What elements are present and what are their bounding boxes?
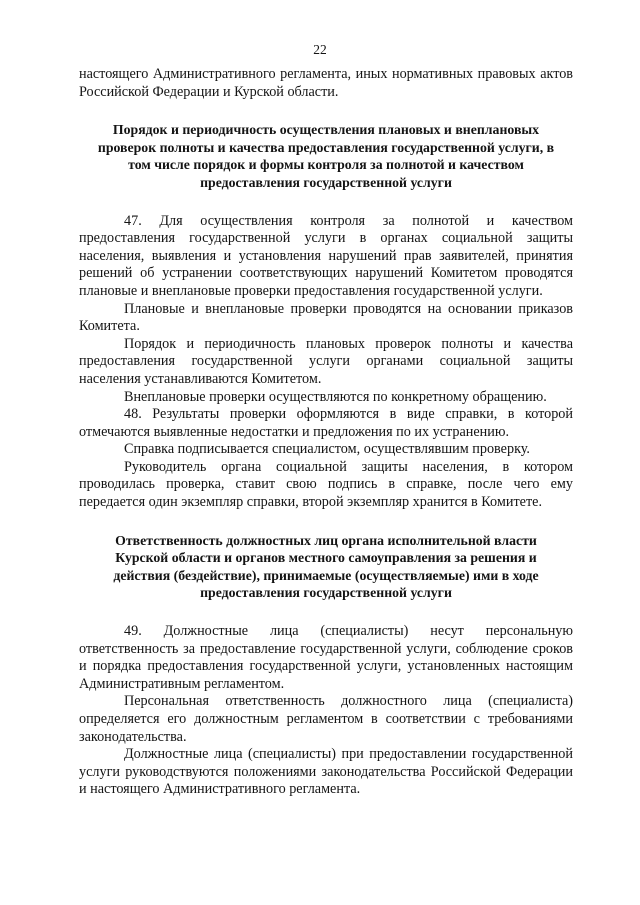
paragraph-planned-inspections: Плановые и внеплановые проверки проводятся на основании приказов Комитета. [79, 300, 573, 335]
intro-paragraph: настоящего Административного регламента, иных нормативных правовых актов Российской Федерации и Курской области. [79, 66, 573, 100]
page-content [79, 66, 573, 799]
paragraph-49: 49. Должностные лица (специалисты) несут персональную ответственность за предоставление государственной услуги, соблюдение сроков и порядка предоставления государственной услуги, установленных настоящим Административным регламентом. [79, 623, 573, 692]
paragraph-unplanned-inspections: Внеплановые проверки осуществляются по конкретному обращению. [124, 388, 547, 405]
paragraph-report-copies: Руководитель органа социальной защиты населения, в котором проводилась проверка, ставит свою подпись в справке, после чего ему передается один экземпляр справки, второй экземпляр хранится в Комитете. [79, 458, 573, 511]
paragraph-48: 48. Результаты проверки оформляются в виде справки, в которой отмечаются выявленные недостатки и предложения по их устранению. [79, 406, 573, 440]
page-number: 22 [313, 42, 327, 57]
paragraph-inspection-frequency: Порядок и периодичность плановых проверок полноты и качества предоставления государственной услуги органами социальной защиты населения устанавливаются Комитетом. [79, 335, 573, 387]
paragraph-personal-responsibility: Персональная ответственность должностного лица (специалиста) определяется его должностным регламентом в соответствии с требованиями законодательства. [79, 693, 573, 745]
section-heading-control-procedure: Порядок и периодичность осуществления плановых и внеплановых проверок полноты и качества предоставления государственной услуги, в том числе порядок и формы контроля за полнотой и качеством предоставления государственной услуги [97, 122, 555, 190]
section-heading-responsibility: Ответственность должностных лиц органа исполнительной власти Курской области и органов местного самоуправления за решения и действия (бездействие), принимаемые (осуществляемые) ими в ходе предоставления государственной услуги [113, 532, 539, 601]
paragraph-report-signature: Справка подписывается специалистом, осуществлявшим проверку. [124, 441, 530, 458]
paragraph-legislation-guidance: Должностные лица (специалисты) при предоставлении государственной услуги руководствуются положениями законодательства Российской Федерации и настоящего Административного регламента. [79, 746, 573, 798]
paragraph-47: 47. Для осуществления контроля за полнотой и качеством предоставления государственной услуги в органах социальной защиты населения, выявления и установления нарушений прав заявителей, принятия решений об устранении соответствующих нарушений Комитетом проводятся плановые и внеплановые проверки предоставления государственной услуги. [79, 212, 573, 299]
